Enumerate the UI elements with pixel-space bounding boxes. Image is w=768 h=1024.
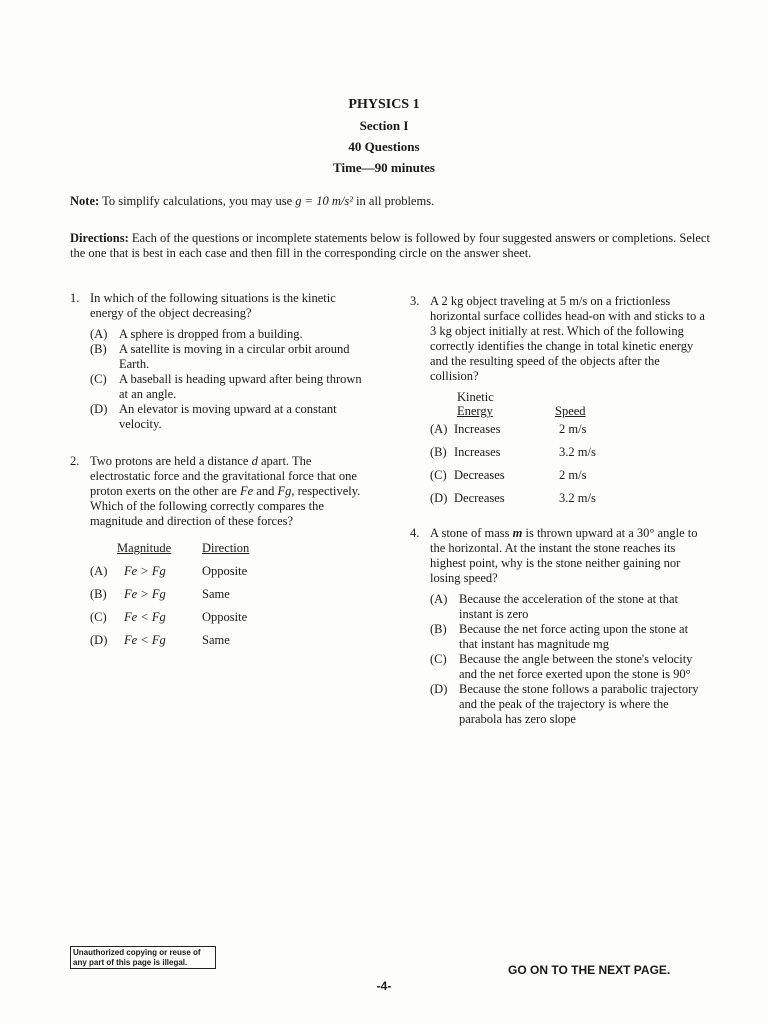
directions-label: Directions: <box>70 231 129 245</box>
question-stem: A 2 kg object traveling at 5 m/s on a frictionless horizontal surface collides head-on with and sticks to a 3 kg object initially at rest. Which of the following correctly identifies the change in total kinetic energy and the resulting speed of the objects after the collision? <box>430 294 705 383</box>
answer-table <box>90 537 249 652</box>
note-text-after: in all problems. <box>356 194 435 208</box>
table-row <box>430 441 596 464</box>
table-row <box>90 560 249 583</box>
column-header-magnitude: Magnitude <box>117 541 172 555</box>
option-label: (B) <box>430 622 447 636</box>
table-row <box>430 487 596 510</box>
answer-option <box>90 327 365 342</box>
option-text: Because the angle between the stone's velocity and the net force exerted upon the stone is 90° <box>459 652 693 681</box>
question-count: 40 Questions <box>348 139 420 154</box>
stem-variable: d <box>251 454 258 468</box>
section-label: Section I <box>359 118 409 133</box>
option-text: A sphere is dropped from a building. <box>119 327 303 341</box>
option-label: (A) <box>430 422 448 436</box>
option-label: (B) <box>430 445 447 459</box>
stem-text: Two protons are held a distance <box>90 454 249 468</box>
direction-value: Opposite <box>202 564 248 578</box>
note-label: Note: <box>70 194 100 208</box>
page-header <box>0 94 768 178</box>
option-text: A baseball is heading upward after being thrown at an angle. <box>119 372 362 401</box>
stem-text: A stone of mass <box>430 526 510 540</box>
magnitude-value: Fe > Fg <box>124 564 166 578</box>
speed-value: 3.2 m/s <box>559 445 596 459</box>
magnitude-value: Fe < Fg <box>124 610 166 624</box>
answer-option <box>90 402 365 432</box>
answer-option <box>430 682 705 727</box>
exam-title: PHYSICS 1 <box>348 97 420 112</box>
answer-table <box>430 388 596 510</box>
question-number: 3. <box>410 294 420 308</box>
option-label: (A) <box>430 592 448 606</box>
table-header-row <box>430 388 596 418</box>
question-3 <box>410 294 705 510</box>
stem-text: , respectively. Which of the following correctly compares the magnitude and direction of these forces? <box>90 484 361 528</box>
table-row <box>90 606 249 629</box>
option-label: (C) <box>430 468 447 482</box>
question-number: 2. <box>70 454 80 468</box>
option-label: (C) <box>90 610 107 624</box>
stem-text: and <box>256 484 275 498</box>
option-label: (B) <box>90 587 107 601</box>
question-stem: In which of the following situations is the kinetic energy of the object decreasing? <box>90 291 336 320</box>
stem-variable: m <box>512 526 523 540</box>
table-row <box>430 464 596 487</box>
page-number: -4- <box>376 979 392 993</box>
energy-value: Decreases <box>454 491 505 505</box>
stem-text: is thrown upward at a 30° angle to the horizontal. At the instant the stone reaches its highest point, why is the stone neither gaining nor losing speed? <box>430 526 698 585</box>
magnitude-value: Fe < Fg <box>124 633 166 647</box>
table-header-row <box>90 537 249 560</box>
question-number: 4. <box>410 526 420 540</box>
option-label: (D) <box>430 682 448 696</box>
speed-value: 2 m/s <box>559 468 587 482</box>
answer-option <box>430 652 705 682</box>
column-header-direction: Direction <box>202 541 250 555</box>
option-text: An elevator is moving upward at a constant velocity. <box>119 402 337 431</box>
energy-value: Increases <box>454 445 501 459</box>
magnitude-value: Fe > Fg <box>124 587 166 601</box>
option-label: (D) <box>90 402 108 416</box>
option-text: Because the net force acting upon the stone at that instant has magnitude mg <box>459 622 689 651</box>
option-label: (C) <box>430 652 447 666</box>
note-text-before: To simplify calculations, you may use <box>102 194 293 208</box>
go-on-notice: GO ON TO THE NEXT PAGE. <box>508 963 671 977</box>
question-4 <box>410 526 705 727</box>
answer-option <box>430 592 705 622</box>
speed-value: 3.2 m/s <box>559 491 596 505</box>
option-text: Because the acceleration of the stone at that instant is zero <box>459 592 678 621</box>
column-header-speed: Speed <box>555 404 586 418</box>
speed-value: 2 m/s <box>559 422 587 436</box>
answer-option <box>90 342 365 372</box>
direction-value: Same <box>202 587 230 601</box>
left-column <box>70 291 365 652</box>
energy-value: Decreases <box>454 468 505 482</box>
table-row <box>90 629 249 652</box>
directions-text: Each of the questions or incomplete statements below is followed by four suggested answers or completions. Select the one that is best in each case and then fill in the corresponding circle on the answer sheet. <box>70 231 710 260</box>
question-2 <box>70 454 365 652</box>
force-fe: Fe <box>239 484 254 498</box>
answer-option <box>430 622 705 652</box>
copyright-notice: Unauthorized copying or reuse of any part of this page is illegal. <box>70 946 216 969</box>
energy-value: Increases <box>454 422 501 436</box>
right-column <box>410 294 705 727</box>
time-limit: Time—90 minutes <box>333 160 435 175</box>
option-label: (D) <box>90 633 108 647</box>
table-row <box>90 583 249 606</box>
note <box>70 194 710 209</box>
question-number: 1. <box>70 291 80 305</box>
direction-value: Same <box>202 633 230 647</box>
option-label: (A) <box>90 564 108 578</box>
answer-option <box>90 372 365 402</box>
question-1 <box>70 291 365 432</box>
directions <box>70 231 710 261</box>
option-label: (A) <box>90 327 108 341</box>
question-stem <box>90 454 365 529</box>
option-label: (D) <box>430 491 448 505</box>
option-label: (B) <box>90 342 107 356</box>
option-label: (C) <box>90 372 107 386</box>
column-header-kinetic: Kinetic <box>457 390 494 404</box>
force-fg: Fg <box>277 484 292 498</box>
stem-text: apart. The electrostatic force and the gravitational force that one proton exerts on the other are <box>90 454 357 498</box>
option-text: Because the stone follows a parabolic trajectory and the peak of the trajectory is where the parabola has zero slope <box>459 682 699 726</box>
question-stem <box>430 526 705 586</box>
note-formula: g = 10 m/s² <box>295 194 353 208</box>
option-text: A satellite is moving in a circular orbit around Earth. <box>119 342 350 371</box>
column-header-energy: Energy <box>457 404 493 418</box>
table-row <box>430 418 596 441</box>
direction-value: Opposite <box>202 610 248 624</box>
